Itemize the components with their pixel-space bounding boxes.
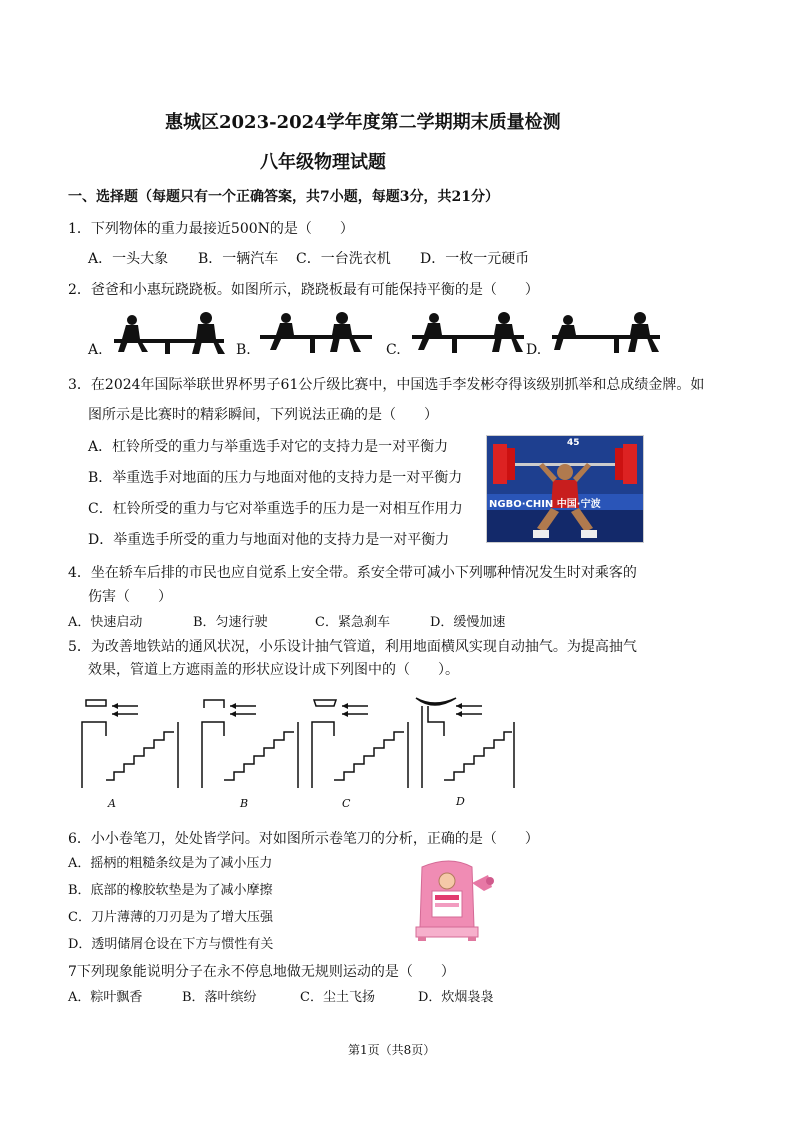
question-7-option-a: A．粽叶飘香 [68,990,143,1005]
question-1-option-b: B．一辆汽车 [198,251,279,267]
seesaw-figure-c [410,312,528,356]
question-6-stem: 6．小小卷笔刀，处处皆学问。对如图所示卷笔刀的分析，正确的是（ ） [68,831,539,847]
question-4-option-d: D．缓慢加速 [430,615,506,630]
vent-figure-a [78,696,186,792]
page-number: 第1页（共8页） [348,1043,436,1057]
question-4-option-b: B．匀速行驶 [193,615,268,630]
section-heading: 一、选择题（每题只有一个正确答案，共7小题，每题3分，共21分） [68,189,499,205]
question-3-stem-line2: 图所示是比赛时的精彩瞬间，下列说法正确的是（ ） [88,407,438,423]
question-6-option-c: C．刀片薄薄的刀刃是为了增大压强 [68,910,273,925]
seesaw-figure-b [258,312,376,356]
question-3-stem-line1: 3．在2024年国际举联世界杯男子61公斤级比赛中，中国选手李发彬夺得该级别抓举和总成绩金牌。如 [68,377,705,393]
question-2-option-a: A. [88,342,103,358]
vent-caption-c: C [342,797,351,810]
vent-caption-b: B [240,797,249,810]
vent-figure-c [308,696,416,792]
vent-caption-a: A [108,797,116,810]
question-3-option-b: B．举重选手对地面的压力与地面对他的支持力是一对平衡力 [88,470,463,486]
question-2-option-b: B. [236,342,251,358]
question-5-stem-line2: 效果，管道上方遮雨盖的形状应设计成下列图中的（ ）。 [88,662,459,678]
vent-figure-b [198,696,306,792]
question-1-option-a: A．一头大象 [88,251,169,267]
pencil-sharpener-photo [404,853,498,945]
seesaw-figure-a [108,312,228,356]
question-4-option-c: C．紧急刹车 [315,615,390,630]
question-7-option-b: B．落叶缤纷 [182,990,257,1005]
weightlifter-photo [486,435,644,543]
question-2-option-c: C. [386,342,401,358]
question-4-stem-line1: 4．坐在轿车后排的市民也应自觉系上安全带。系安全带可减小下列哪种情况发生时对乘客的 [68,565,637,581]
photo-banner-text: NGBO·CHIN 中国·宁波 [489,499,601,510]
exam-subtitle: 八年级物理试题 [260,152,386,173]
question-7-option-c: C．尘土飞扬 [300,990,375,1005]
question-2-option-d: D. [526,342,542,358]
vent-figure-d [414,692,522,792]
question-6-option-a: A．摇柄的粗糙条纹是为了减小压力 [68,856,273,871]
question-4-option-a: A．快速启动 [68,615,143,630]
question-3-option-c: C．杠铃所受的重力与它对举重选手的压力是一对相互作用力 [88,501,463,517]
question-6-option-d: D．透明储屑仓设在下方与惯性有关 [68,937,274,952]
question-3-option-d: D．举重选手所受的重力与地面对他的支持力是一对平衡力 [88,532,450,548]
seesaw-figure-d [548,312,664,356]
question-1-option-c: C．一台洗衣机 [296,251,391,267]
question-5-stem-line1: 5．为改善地铁站的通风状况，小乐设计抽气管道，利用地面横风实现自动抽气。为提高抽气 [68,639,637,655]
question-1-stem: 1．下列物体的重力最接近500N的是（ ） [68,221,354,237]
exam-title: 惠城区2023-2024学年度第二学期期末质量检测 [165,112,561,133]
question-6-option-b: B．底部的橡胶软垫是为了减小摩擦 [68,883,273,898]
photo-score-text: 45 [567,438,580,448]
question-2-stem: 2．爸爸和小惠玩跷跷板。如图所示，跷跷板最有可能保持平衡的是（ ） [68,282,539,298]
question-3-option-a: A．杠铃所受的重力与举重选手对它的支持力是一对平衡力 [88,439,449,455]
question-7-option-d: D．炊烟袅袅 [418,990,494,1005]
question-7-stem: 7下列现象能说明分子在永不停息地做无规则运动的是（ ） [68,964,455,980]
question-1-option-d: D．一枚一元硬币 [420,251,530,267]
question-4-stem-line2: 伤害（ ） [88,589,172,605]
vent-caption-d: D [456,795,465,808]
